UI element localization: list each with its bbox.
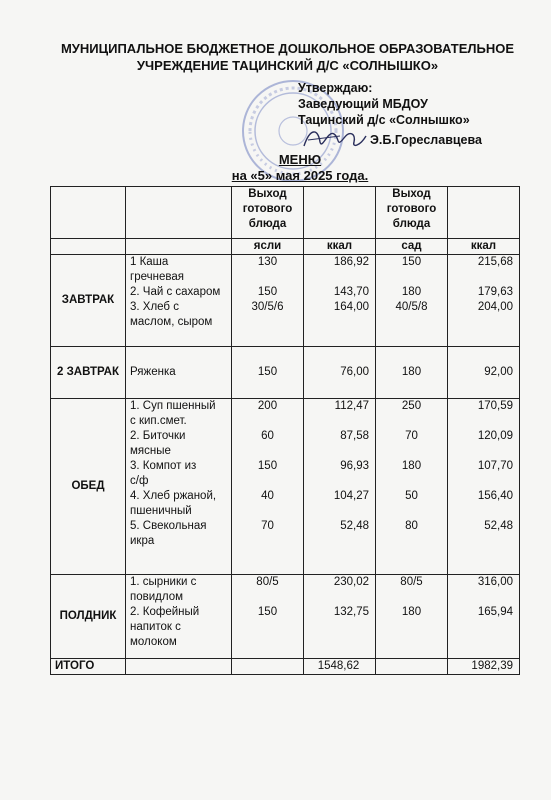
dish-name-line: 3. Компот из [130,460,197,472]
line-spacer [380,534,443,549]
line-spacer [380,504,443,519]
nursery-kcal-cell [304,399,376,575]
dish-name-line: повидлом [130,591,184,603]
line-spacer [308,270,369,285]
line-spacer [308,590,369,605]
nursery-output-cell [232,575,304,659]
garden-output: 50 [405,490,418,502]
nursery-output-cell [232,347,304,399]
nursery-output: 150 [257,286,278,298]
nursery-output: 70 [261,520,274,532]
garden-output: 80/5 [400,576,423,588]
organization-name [40,40,535,74]
nursery-output: 60 [261,430,274,442]
garden-kcal-cell [448,399,520,575]
subheader-garden: сад [376,239,448,255]
line-spacer [236,620,299,635]
dish-name-line: 2. Кофейный [130,606,200,618]
nursery-output: 80/5 [256,576,279,588]
line-spacer [380,315,443,330]
line-spacer [380,620,443,635]
dish-list [126,347,232,399]
meal-name: ОБЕД [51,399,126,575]
garden-kcal-cell [448,255,520,347]
handwritten-signature-icon [300,124,370,154]
nursery-output: 200 [257,400,278,412]
line-spacer [452,635,513,650]
line-spacer [380,590,443,605]
menu-body [51,255,520,659]
header-empty-dish [126,187,232,239]
nursery-kcal-cell [304,347,376,399]
nursery-output: 150 [257,460,278,472]
garden-kcal-cell [448,347,520,399]
garden-output-cell [376,575,448,659]
garden-kcal-cell [448,575,520,659]
garden-output: 150 [401,256,422,268]
dish-list [126,575,232,659]
garden-kcal: 204,00 [477,301,513,313]
header-output-garden: Выход готового блюда [376,187,448,239]
nursery-kcal: 87,58 [340,430,369,442]
nursery-kcal: 132,75 [333,606,369,618]
dish-name-line: 1. сырники с [130,576,197,588]
dish-name-line: гречневая [130,271,184,283]
meal-name: 2 ЗАВТРАК [51,347,126,399]
line-spacer [380,635,443,650]
approve-org: Тацинский д/с «Солнышко» [298,113,470,127]
total-label: ИТОГО [51,659,126,675]
line-spacer [380,474,443,489]
line-spacer [452,590,513,605]
line-spacer [308,534,369,549]
line-spacer [236,315,299,330]
garden-output: 250 [401,400,422,412]
garden-kcal: 92,00 [484,366,513,378]
line-spacer [452,474,513,489]
garden-output: 180 [401,366,422,378]
header-empty-meal [51,187,126,239]
line-spacer [308,414,369,429]
total-nursery-kcal: 1548,62 [304,659,376,675]
line-spacer [308,315,369,330]
nursery-output: 30/5/6 [251,301,284,313]
line-spacer [308,635,369,650]
total-empty-1 [126,659,232,675]
menu-table [50,186,520,675]
nursery-output: 150 [257,606,278,618]
garden-kcal: 107,70 [477,460,513,472]
meal-row [51,255,520,347]
dish-name-line: 1. Суп пшенный [130,400,216,412]
nursery-kcal: 143,70 [333,286,369,298]
garden-output: 180 [401,606,422,618]
line-spacer [380,444,443,459]
nursery-kcal: 96,93 [340,460,369,472]
line-spacer [452,270,513,285]
line-spacer [236,534,299,549]
nursery-output: 40 [261,490,274,502]
garden-kcal: 52,48 [484,520,513,532]
total-empty-3 [376,659,448,675]
subheader-nursery: ясли [232,239,304,255]
menu-title [200,152,400,184]
line-spacer [236,414,299,429]
org-line-1: МУНИЦИПАЛЬНОЕ БЮДЖЕТНОЕ ДОШКОЛЬНОЕ ОБРАЗОВАТЕЛЬНОЕ [60,41,515,56]
table-subheader-row [51,239,520,255]
nursery-kcal: 112,47 [334,400,369,412]
dish-name-line: икра [130,535,155,547]
garden-output-cell [376,399,448,575]
garden-kcal: 179,63 [477,286,513,298]
line-spacer [452,504,513,519]
dish-name-line: 2. Чай с сахаром [130,286,221,298]
garden-kcal: 120,09 [477,430,513,442]
garden-kcal: 165,94 [477,606,513,618]
nursery-output-cell [232,255,304,347]
dish-name-line: молоком [130,636,177,648]
line-spacer [308,504,369,519]
dish-name-line: мясные [130,445,171,457]
line-spacer [452,444,513,459]
dish-name-line: 2. Биточки [130,430,186,442]
nursery-kcal: 230,02 [333,576,369,588]
nursery-kcal: 104,27 [333,490,369,502]
garden-output: 180 [401,460,422,472]
meal-row [51,575,520,659]
subheader-empty-dish [126,239,232,255]
nursery-kcal: 52,48 [340,520,369,532]
total-garden-kcal: 1982,39 [448,659,520,675]
garden-output-cell [376,347,448,399]
garden-output: 80 [405,520,418,532]
line-spacer [452,534,513,549]
total-row [51,659,520,675]
dish-name-line: с/ф [130,475,149,487]
approver-name: Э.Б.Гореславцева [370,133,482,147]
dish-name-line: 3. Хлеб с [130,301,179,313]
line-spacer [236,635,299,650]
meal-name: ПОЛДНИК [51,575,126,659]
dish-name-line: с кип.смет. [130,415,187,427]
nursery-output-cell [232,399,304,575]
nursery-kcal-cell [304,575,376,659]
org-line-2: УЧРЕЖДЕНИЕ ТАЦИНСКИЙ Д/С «СОЛНЫШКО» [136,58,439,73]
menu-heading: МЕНЮ [278,152,322,167]
nursery-kcal: 186,92 [333,256,369,268]
nursery-kcal: 76,00 [340,366,369,378]
nursery-output: 150 [257,366,278,378]
subheader-empty-meal [51,239,126,255]
garden-output: 40/5/8 [395,301,428,313]
header-empty-1 [304,187,376,239]
meal-name: ЗАВТРАК [51,255,126,347]
subheader-kcal-garden: ккал [448,239,520,255]
dish-name-line: 5. Свекольная [130,520,207,532]
dish-list [126,399,232,575]
menu-date: на «5» мая 2025 года. [231,168,369,183]
signature-row [298,128,482,150]
nursery-kcal-cell [304,255,376,347]
line-spacer [236,270,299,285]
line-spacer [236,590,299,605]
line-spacer [308,620,369,635]
nursery-output: 130 [257,256,278,268]
line-spacer [308,444,369,459]
nursery-kcal: 164,00 [333,301,369,313]
dish-list [126,255,232,347]
dish-name-line: Ряженка [130,366,176,378]
dish-name-line: маслом, сыром [130,316,213,328]
dish-name-line: пшеничный [130,505,192,517]
approve-position: Заведующий МБДОУ [298,97,428,111]
dish-name-line: 1 Каша [130,256,169,268]
meal-row [51,399,520,575]
garden-output: 70 [405,430,418,442]
subheader-kcal-nursery: ккал [304,239,376,255]
table-header-row [51,187,520,239]
line-spacer [236,504,299,519]
line-spacer [452,620,513,635]
garden-kcal: 156,40 [477,490,513,502]
garden-kcal: 215,68 [477,256,513,268]
dish-name-line: напиток с [130,621,181,633]
header-empty-2 [448,187,520,239]
garden-output: 180 [401,286,422,298]
line-spacer [236,474,299,489]
garden-kcal: 170,59 [477,400,513,412]
total-empty-2 [232,659,304,675]
header-output-nursery: Выход готового блюда [232,187,304,239]
line-spacer [452,315,513,330]
line-spacer [452,414,513,429]
meal-row [51,347,520,399]
line-spacer [380,414,443,429]
approve-label: Утверждаю: [298,81,373,95]
approval-block [298,80,482,150]
line-spacer [380,270,443,285]
garden-output-cell [376,255,448,347]
line-spacer [236,444,299,459]
garden-kcal: 316,00 [477,576,513,588]
line-spacer [308,474,369,489]
dish-name-line: 4. Хлеб ржаной, [130,490,217,502]
